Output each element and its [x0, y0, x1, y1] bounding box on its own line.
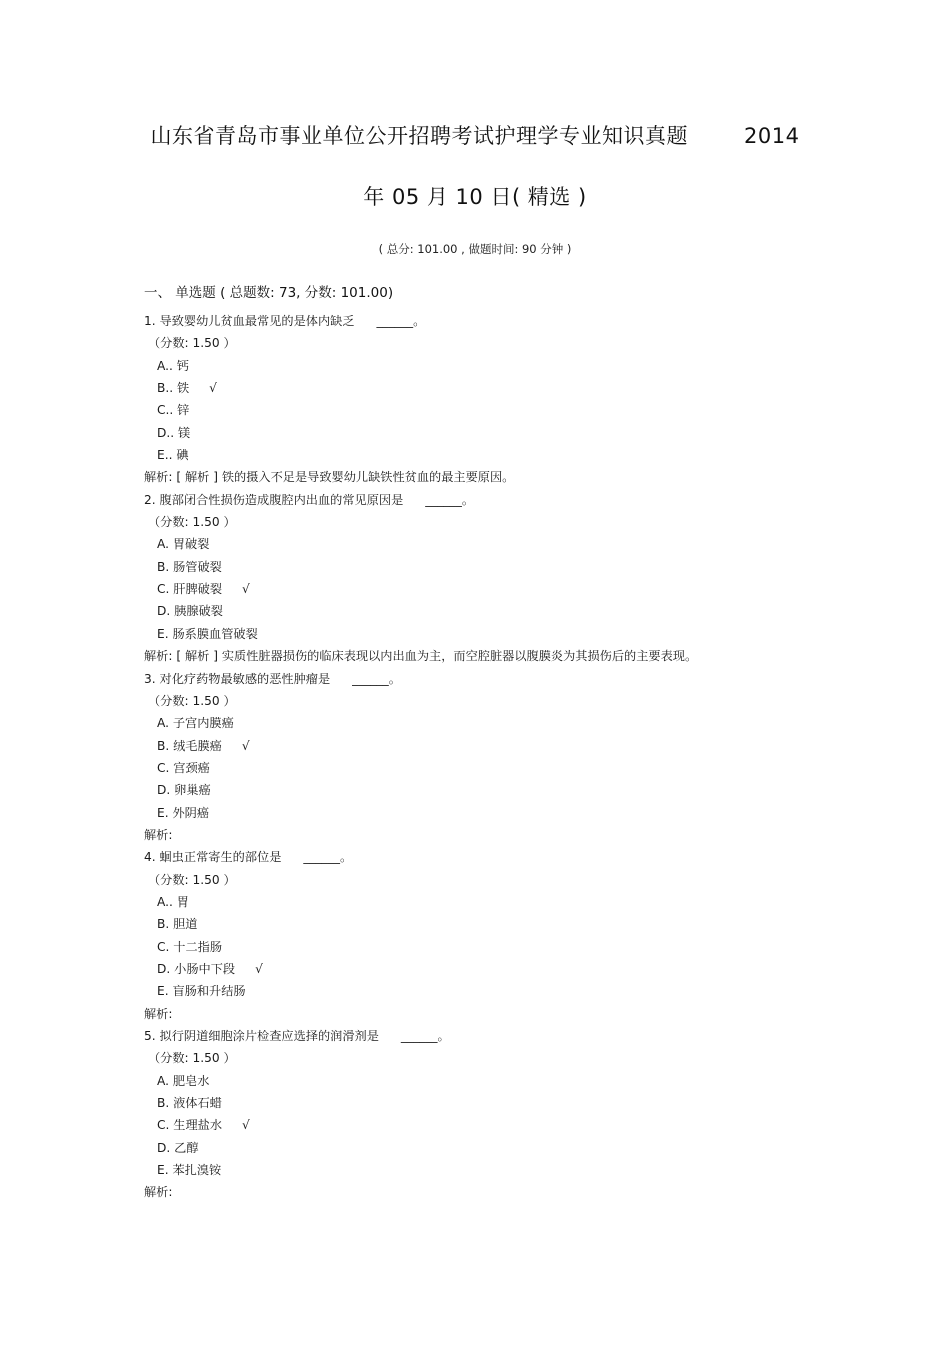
answer-option — [144, 757, 844, 779]
answer-option-label: B. 胆道 — [157, 917, 198, 932]
document-title-line-2: 年 05 月 10 日( 精选 ) — [363, 185, 587, 209]
question-stem-text: 4. 蛔虫正常寄生的部位是 — [144, 850, 282, 865]
question-item — [144, 489, 844, 668]
answer-option-label: D. 胰腺破裂 — [157, 604, 223, 619]
answer-blank: ______。 — [425, 492, 475, 507]
answer-option-label: A. 肥皂水 — [157, 1073, 210, 1088]
correct-answer-check-icon: √ — [255, 961, 263, 976]
question-score: （分数: 1.50 ） — [148, 693, 236, 708]
answer-option — [144, 1114, 844, 1136]
document-title-line-1 — [0, 120, 950, 150]
answer-option-label: C. 生理盐水 — [157, 1118, 223, 1133]
answer-option-label: D.. 镁 — [157, 425, 191, 440]
answer-option-label: E. 外阴癌 — [157, 805, 210, 820]
answer-option-label: B.. 铁 — [157, 381, 190, 396]
answer-option-label: A. 胃破裂 — [157, 537, 210, 552]
answer-option-label: C.. 锌 — [157, 403, 190, 418]
question-score: （分数: 1.50 ） — [148, 515, 236, 530]
answer-option — [144, 936, 844, 958]
answer-option-label: E. 肠系膜血管破裂 — [157, 626, 258, 641]
answer-option-label: A.. 胃 — [157, 894, 189, 909]
question-analysis: 解析: — [144, 1185, 173, 1200]
question-item — [144, 846, 844, 1025]
correct-answer-check-icon: √ — [242, 582, 250, 597]
document-title-text: 山东省青岛市事业单位公开招聘考试护理学专业知识真题 — [150, 124, 689, 148]
answer-option — [144, 891, 844, 913]
answer-option — [144, 779, 844, 801]
correct-answer-check-icon: √ — [209, 381, 217, 396]
answer-blank: ______。 — [400, 1029, 450, 1043]
question-stem — [144, 1025, 844, 1047]
answer-option — [144, 623, 844, 645]
question-score: （分数: 1.50 ） — [148, 1051, 236, 1066]
question-stem — [144, 489, 844, 511]
answer-option — [144, 1092, 844, 1114]
question-analysis: 解析: — [144, 827, 173, 842]
question-stem-text: 1. 导致婴幼儿贫血最常见的是体内缺乏 — [144, 314, 355, 328]
answer-option-label: D. 卵巢癌 — [157, 783, 211, 798]
question-analysis: 解析: — [144, 1006, 173, 1021]
answer-option — [144, 712, 844, 734]
answer-option — [144, 1137, 844, 1159]
answer-option — [144, 913, 844, 935]
correct-answer-check-icon: √ — [242, 1118, 250, 1133]
answer-option — [144, 355, 844, 377]
answer-option-label: B. 绒毛膜癌 — [157, 738, 222, 753]
answer-option-label: B. 液体石蜡 — [157, 1096, 222, 1111]
answer-blank: ______。 — [352, 671, 401, 686]
question-stem — [144, 668, 844, 690]
question-score: （分数: 1.50 ） — [148, 872, 236, 887]
question-score: （分数: 1.50 ） — [148, 336, 236, 351]
answer-option — [144, 533, 844, 555]
section-heading: 一、 单选题 ( 总题数: 73, 分数: 101.00) — [144, 285, 394, 301]
answer-option — [144, 556, 844, 578]
question-item — [144, 310, 844, 489]
answer-option — [144, 600, 844, 622]
answer-option — [144, 958, 844, 980]
answer-option — [144, 422, 844, 444]
answer-option — [144, 377, 844, 399]
answer-option — [144, 735, 844, 757]
question-stem-text: 3. 对化疗药物最敏感的恶性肿瘤是 — [144, 671, 331, 686]
question-analysis: 解析: [ 解析 ] 铁的摄入不足是导致婴幼儿缺铁性贫血的最主要原因。 — [144, 470, 515, 485]
question-stem-text: 2. 腹部闭合性损伤造成腹腔内出血的常见原因是 — [144, 492, 404, 507]
exam-meta: ( 总分: 101.00 , 做题时间: 90 分钟 ) — [378, 242, 572, 256]
answer-option — [144, 444, 844, 466]
question-item — [144, 668, 844, 847]
question-list — [144, 310, 844, 1204]
document-title-year: 2014 — [744, 124, 800, 148]
answer-option-label: E.. 碘 — [157, 448, 189, 463]
answer-option-label: A. 子宫内膜癌 — [157, 716, 234, 731]
answer-option — [144, 802, 844, 824]
answer-option — [144, 399, 844, 421]
answer-option-label: C. 宫颈癌 — [157, 760, 210, 775]
answer-option-label: E. 苯扎溴铵 — [157, 1163, 222, 1178]
correct-answer-check-icon: √ — [241, 738, 250, 753]
answer-option — [144, 1070, 844, 1092]
answer-option — [144, 578, 844, 600]
answer-option-label: A.. 钙 — [157, 358, 189, 373]
answer-blank: ______。 — [303, 850, 353, 865]
question-stem-text: 5. 拟行阴道细胞涂片检查应选择的润滑剂是 — [144, 1029, 379, 1043]
answer-option-label: D. 乙醇 — [157, 1140, 199, 1155]
answer-blank: ______。 — [376, 314, 426, 328]
answer-option — [144, 1159, 844, 1181]
question-stem — [144, 310, 844, 332]
question-analysis: 解析: [ 解析 ] 实质性脏器损伤的临床表现以内出血为主，而空腔脏器以腹膜炎为其损伤后的主要表现。 — [144, 649, 698, 664]
answer-option — [144, 980, 844, 1002]
answer-option-label: E. 盲肠和升结肠 — [157, 984, 246, 999]
question-item — [144, 1025, 844, 1204]
answer-option-label: D. 小肠中下段 — [157, 961, 236, 976]
answer-option-label: C. 肝脾破裂 — [157, 582, 223, 597]
answer-option-label: B. 肠管破裂 — [157, 559, 222, 574]
question-stem — [144, 846, 844, 868]
answer-option-label: C. 十二指肠 — [157, 939, 223, 954]
